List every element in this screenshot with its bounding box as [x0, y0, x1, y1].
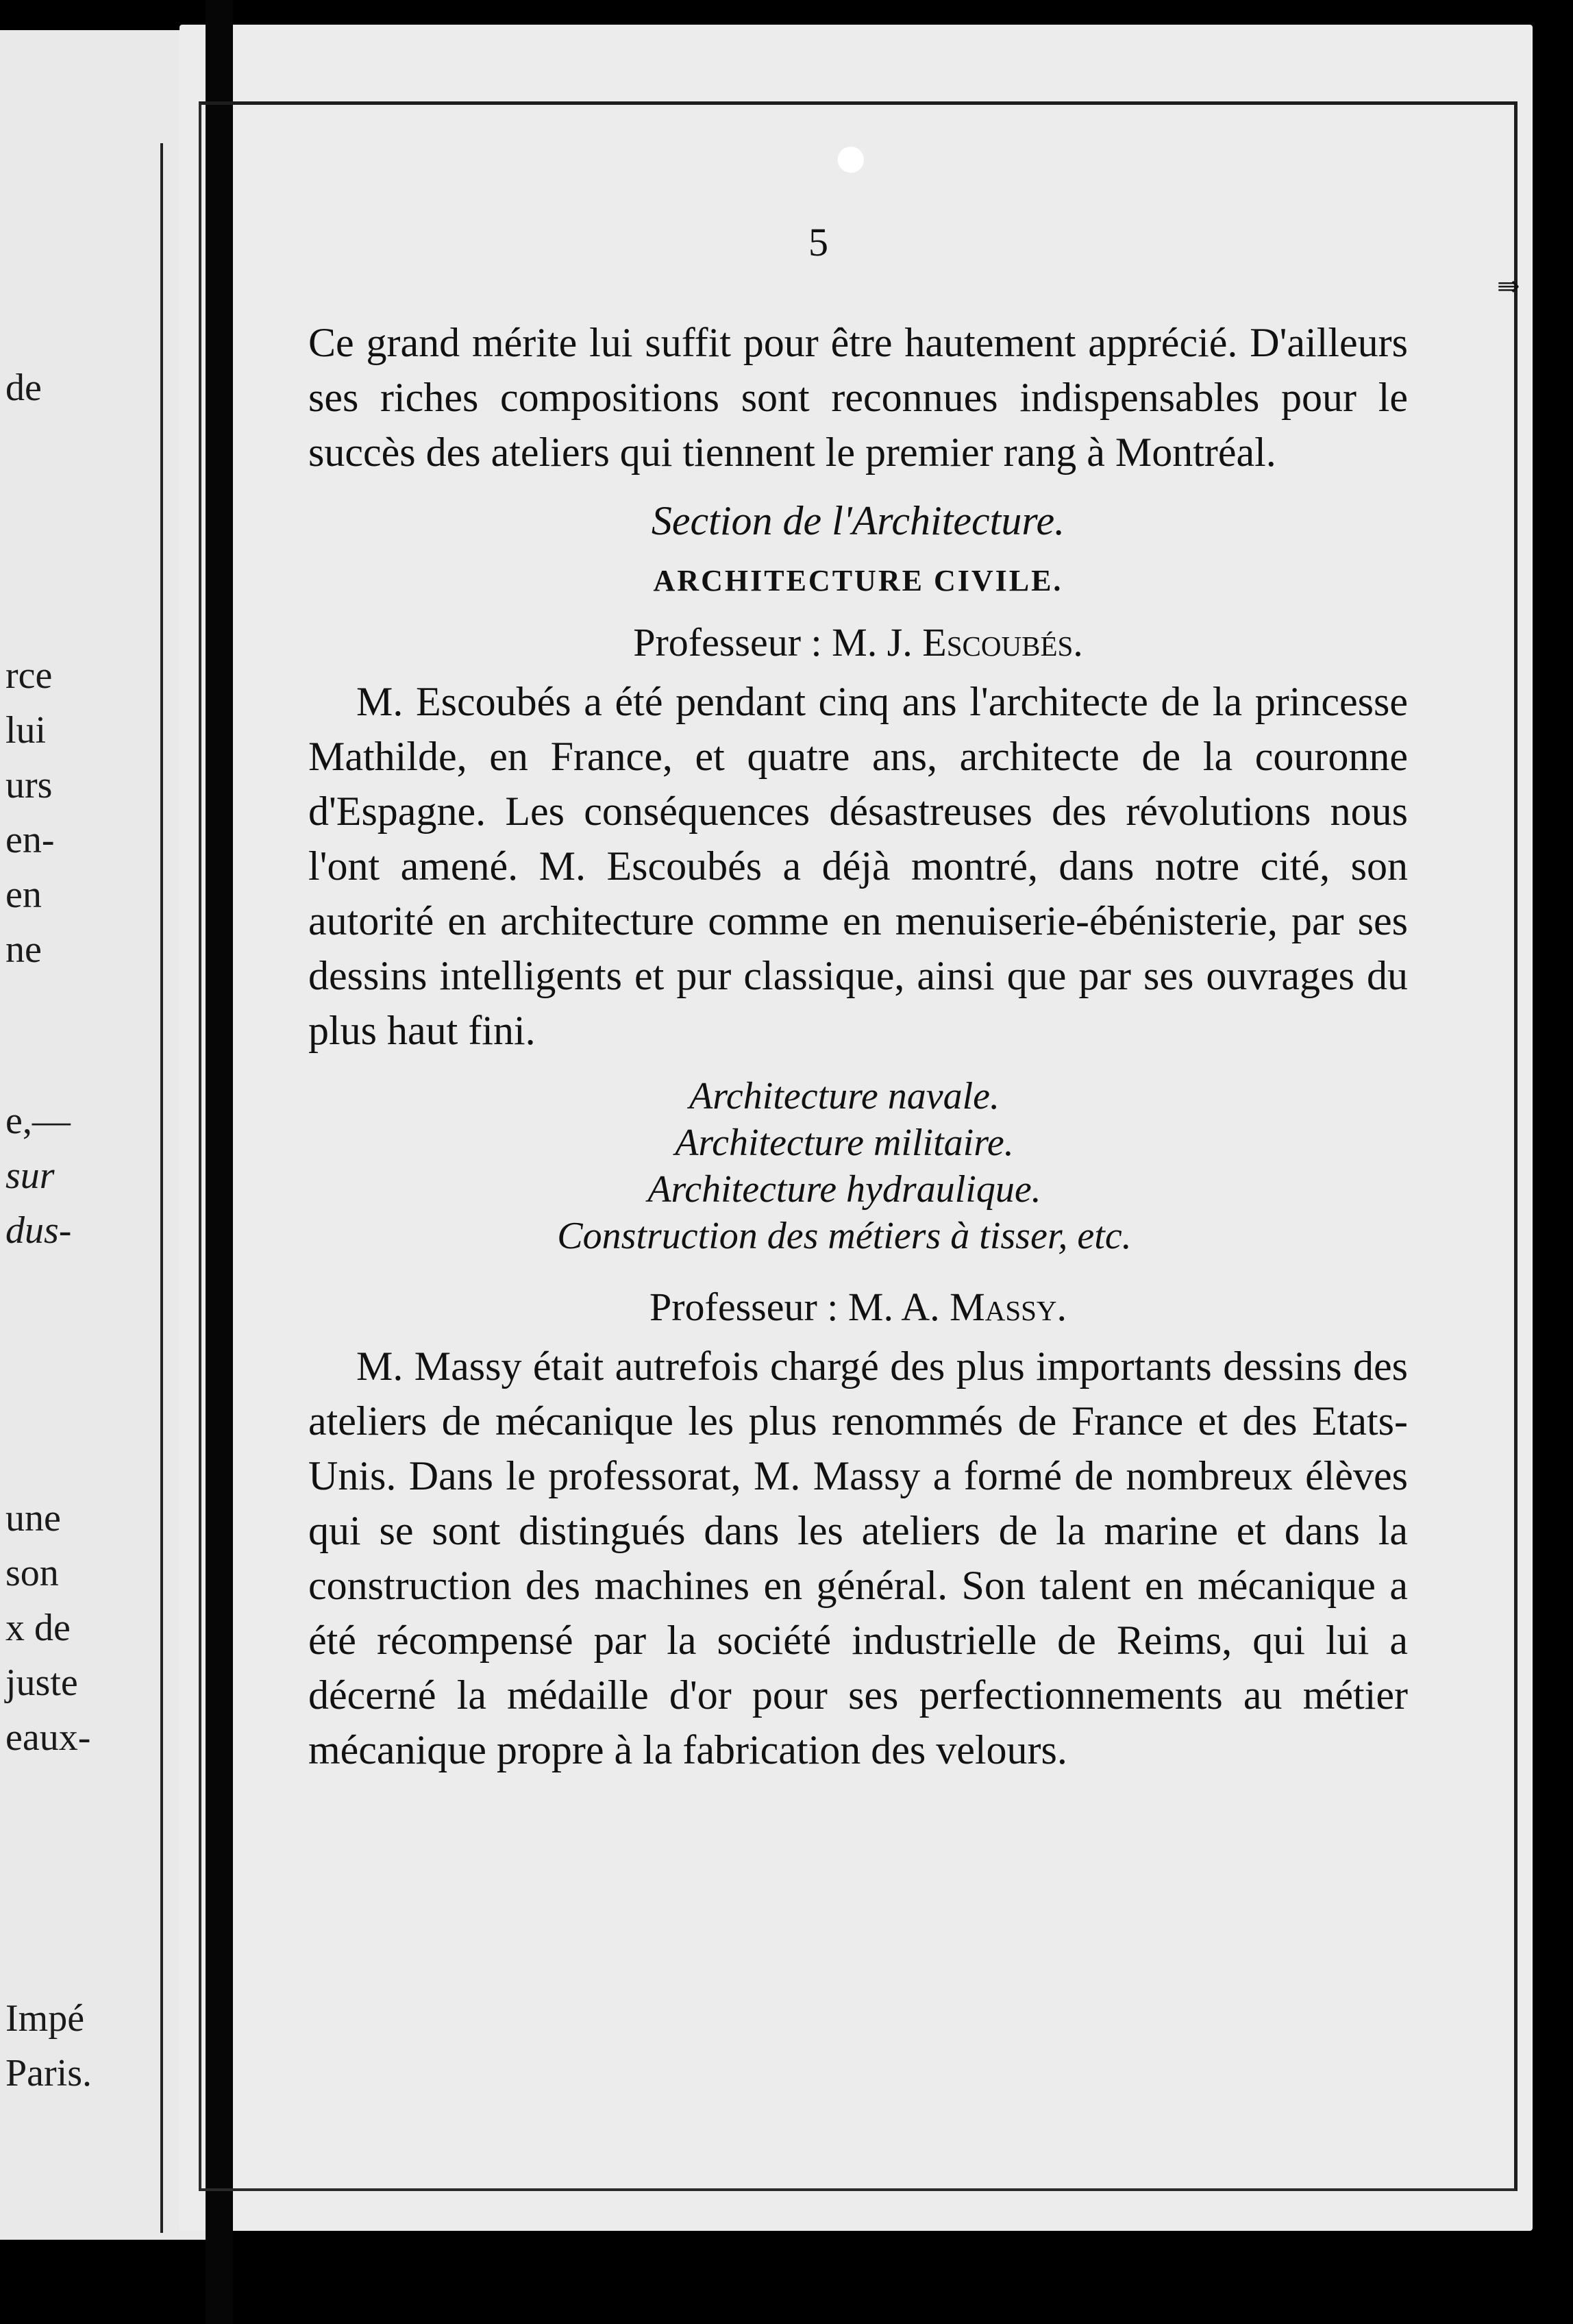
edge-arrow-mark: ⇛ — [1497, 271, 1520, 302]
left-page-frame-line — [160, 143, 163, 2233]
professor-heading-1 — [308, 615, 1408, 670]
page-speck: ● — [836, 137, 866, 177]
left-fragment: en — [5, 874, 42, 916]
left-fragment: x de — [5, 1607, 71, 1649]
paragraph-massy: M. Massy était autrefois chargé des plus importants dessins des ateliers de mécanique les plus renommés de France et des Etats-Unis. Dans le professorat, M. Massy a formé de nombreux élèves qui se sont distingués dans les ateliers de la marine et dans la construction des machines en général. Son talent en mécanique a été récompensé par la société industrielle de Reims, qui lui a décerné la médaille d'or pour ses perfectionnements au métier mécanique propre à la fabrication des velours. — [308, 1344, 1408, 1772]
left-fragment: en- — [5, 819, 55, 861]
professor-heading-2 — [308, 1280, 1408, 1335]
professor-name: Massy. — [950, 1285, 1067, 1329]
left-fragment: dus- — [5, 1209, 72, 1252]
professor-label: Professeur : M. A. — [649, 1285, 950, 1329]
list-item: Construction des métiers à tisser, etc. — [557, 1215, 1132, 1257]
left-fragment: urs — [5, 764, 53, 806]
list-item: Architecture militaire. — [675, 1122, 1014, 1164]
left-fragment: ne — [5, 928, 42, 971]
left-fragment: e,— — [5, 1100, 71, 1142]
left-fragment: sur — [5, 1154, 55, 1197]
left-fragment: Impé — [5, 1997, 85, 2040]
left-fragment: son — [5, 1552, 59, 1594]
list-item: Architecture navale. — [689, 1075, 1000, 1117]
section-title: Section de l'Architecture. — [651, 498, 1065, 543]
left-fragment: lui — [5, 709, 47, 752]
left-fragment: de — [5, 367, 42, 409]
page-body — [308, 212, 1408, 1777]
paragraph-escoubes: M. Escoubés a été pendant cinq ans l'architecte de la princesse Mathilde, en France, et quatre ans, architecte de la couronne d'Espagne. Les conséquences désastreuses des révolutions nous l'ont amené. M. Escoubés a déjà montré, dans notre cité, son autorité en architecture comme en menuiserie-ébénisterie, par ses dessins intelligents et pur classique, ainsi que par ses ouvrages du plus haut fini. — [308, 679, 1408, 1053]
left-fragment: eaux- — [5, 1716, 91, 1759]
paragraph-intro: Ce grand mérite lui suffit pour être hautement apprécié. D'ailleurs ses riches compositions sont reconnues indispensables pour le succès des ateliers qui tiennent le premier rang à Montréal. — [308, 320, 1408, 475]
left-fragment: juste — [5, 1661, 78, 1704]
professor-name: Escoubés. — [922, 620, 1083, 665]
architecture-list — [308, 1073, 1408, 1259]
page-number: 5 — [808, 220, 828, 264]
left-fragment: rce — [5, 654, 53, 697]
list-item: Architecture hydraulique. — [647, 1168, 1041, 1211]
professor-label: Professeur : M. J. — [633, 620, 923, 665]
left-fragment: Paris. — [5, 2052, 92, 2094]
left-page-fragment — [0, 30, 207, 2240]
subsection-heading: ARCHITECTURE CIVILE. — [653, 564, 1063, 597]
left-fragment: une — [5, 1497, 61, 1540]
